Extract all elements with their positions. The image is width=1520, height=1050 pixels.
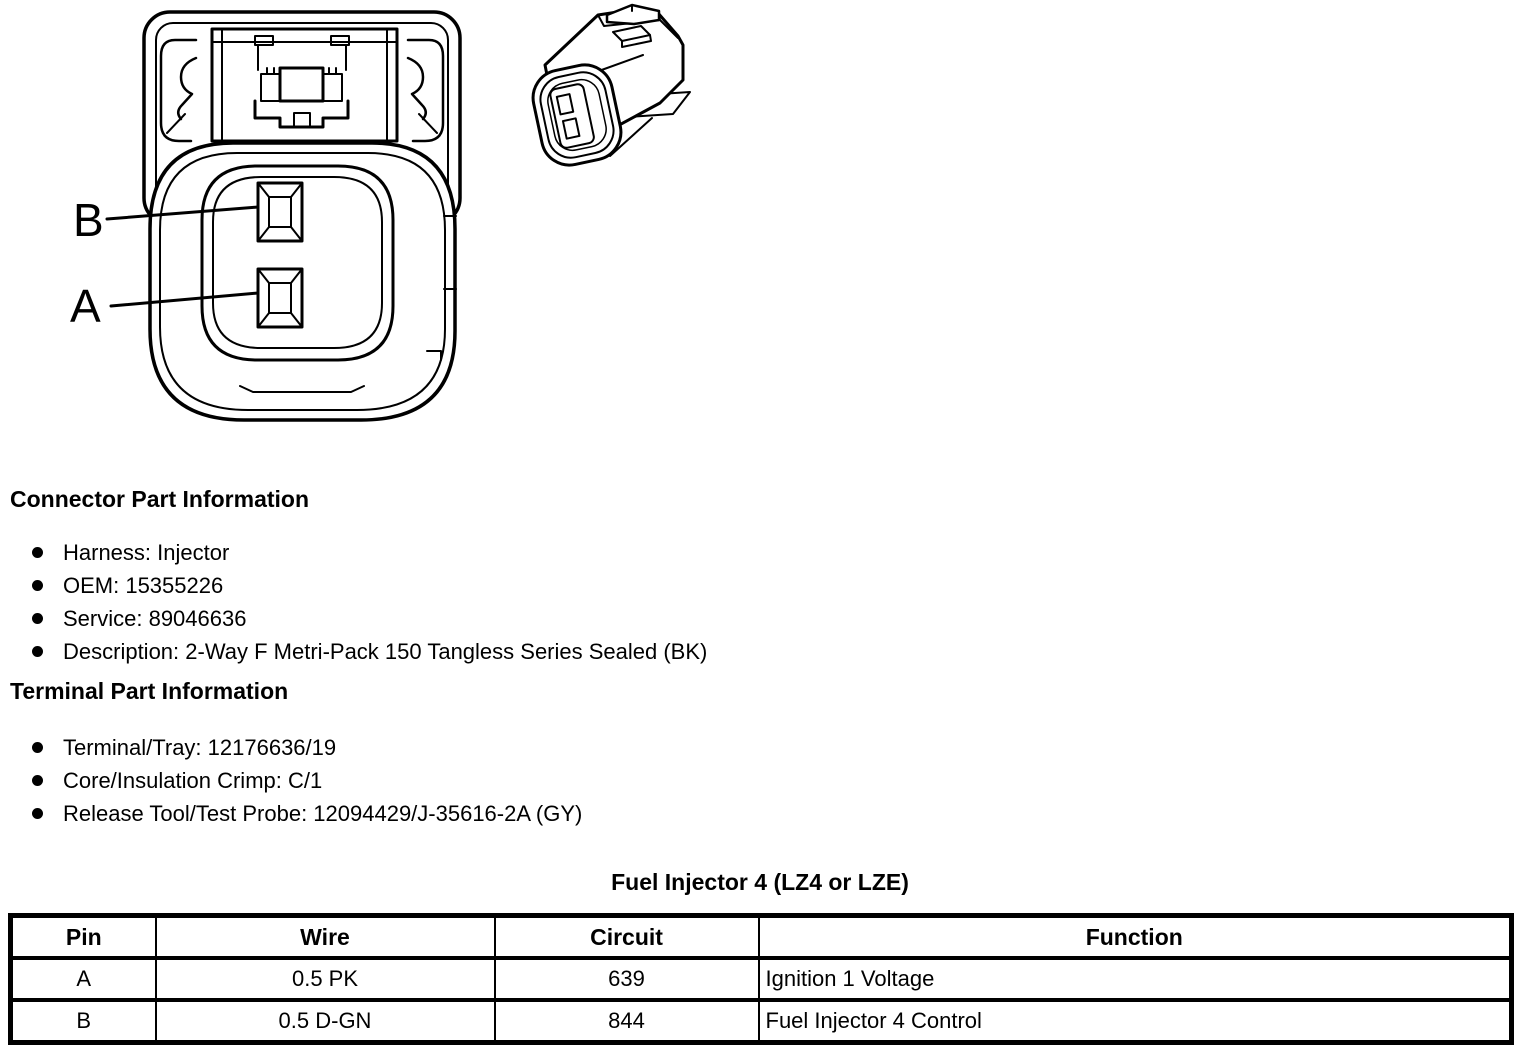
list-item-text: OEM: 15355226 [63,573,224,598]
table-cell-wire: 0.5 D-GN [156,1000,495,1043]
pin-label-b: B [73,194,104,246]
section-heading-terminal-part-information: Terminal Part Information [10,678,289,704]
list-item [30,569,707,602]
list-item [30,536,707,569]
table-title: Fuel Injector 4 (LZ4 or LZE) [611,869,909,895]
list-item [30,602,707,635]
column-header-pin: Pin [11,916,156,959]
connector-side-view [528,5,690,170]
column-header-function: Function [759,916,1512,959]
table-cell-pin: A [11,958,156,1000]
column-header-circuit: Circuit [495,916,759,959]
table-cell-circuit: 639 [495,958,759,1000]
list-item [30,635,707,668]
pin-label-a: A [70,280,101,332]
column-header-wire: Wire [156,916,495,959]
table-cell-function: Ignition 1 Voltage [759,958,1512,1000]
pinout-table [8,913,1514,1045]
connector-part-info-list [30,536,707,668]
list-item [30,731,582,764]
table-cell-pin: B [11,1000,156,1043]
bullet-icon [32,742,43,753]
table-cell-function: Fuel Injector 4 Control [759,1000,1512,1043]
bullet-icon [32,547,43,558]
bullet-icon [32,808,43,819]
table-row [11,958,1512,1000]
list-item [30,797,582,830]
table-cell-wire: 0.5 PK [156,958,495,1000]
bullet-icon [32,580,43,591]
bullet-icon [32,613,43,624]
list-item [30,764,582,797]
table-row [11,1000,1512,1043]
terminal-part-info-list [30,731,582,830]
connector-diagram [0,0,760,470]
section-heading-connector-part-information: Connector Part Information [10,486,310,512]
list-item-text: Description: 2-Way F Metri-Pack 150 Tangless Series Sealed (BK) [63,639,708,664]
table-cell-circuit: 844 [495,1000,759,1043]
list-item-text: Terminal/Tray: 12176636/19 [63,735,337,760]
bullet-icon [32,646,43,657]
list-item-text: Release Tool/Test Probe: 12094429/J-35616-2A (GY) [63,801,583,826]
table-header-row [11,916,1512,959]
list-item-text: Harness: Injector [63,540,230,565]
bullet-icon [32,775,43,786]
list-item-text: Core/Insulation Crimp: C/1 [63,768,323,793]
list-item-text: Service: 89046636 [63,606,247,631]
